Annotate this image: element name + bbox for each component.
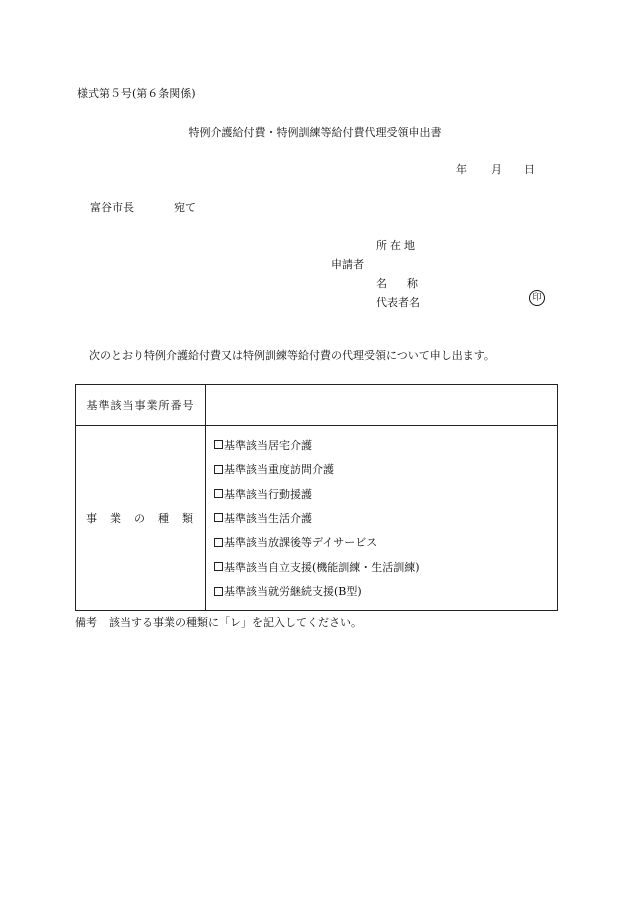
checkbox[interactable] <box>214 562 223 571</box>
checkbox[interactable] <box>214 489 223 498</box>
business-type-option[interactable] <box>214 506 557 530</box>
addressee <box>90 199 196 215</box>
office-number-row <box>76 385 558 426</box>
business-type-option-label: 基準該当行動援護 <box>224 487 312 501</box>
document-title: 特例介護給付費・特例訓練等給付費代理受領申出書 <box>188 126 442 139</box>
application-table <box>75 384 558 611</box>
date-month-label: 月 <box>491 163 502 176</box>
applicant-name-label-part2: 称 <box>407 277 418 290</box>
business-type-option[interactable] <box>214 481 557 505</box>
applicant-address-label: 所在地 <box>376 239 418 252</box>
date-year-label: 年 <box>456 163 467 176</box>
business-type-label-char: 業 <box>110 512 121 525</box>
applicant-name-label-part1: 名 <box>376 277 387 290</box>
business-type-option-label: 基準該当自立支援(機能訓練・生活訓練) <box>224 560 420 574</box>
addressee-name: 富谷市長 <box>90 201 134 214</box>
business-type-option-label: 基準該当重度訪問介護 <box>224 463 334 477</box>
business-type-option-label: 基準該当放課後等デイサービス <box>224 536 378 550</box>
remarks-text: 該当する事業の種類に「レ」を記入してください。 <box>109 616 362 629</box>
checkbox[interactable] <box>214 587 223 596</box>
business-type-option[interactable] <box>214 530 557 554</box>
applicant-name-label <box>376 275 418 291</box>
addressee-suffix: 宛て <box>174 201 196 214</box>
business-type-option[interactable] <box>214 457 557 481</box>
business-type-option-label: 基準該当生活介護 <box>224 511 312 525</box>
business-type-label-char: 種 <box>158 512 169 525</box>
checkbox[interactable] <box>214 465 223 474</box>
form-number: 様式第５号(第６条関係) <box>77 87 196 100</box>
business-type-option-label: 基準該当就労継続支援(B型) <box>224 585 362 599</box>
business-type-label-char: の <box>134 512 145 525</box>
business-type-label <box>76 510 205 526</box>
checkbox[interactable] <box>214 538 223 547</box>
office-number-field[interactable] <box>206 385 558 426</box>
office-number-label-cell <box>76 385 206 426</box>
business-type-label-char: 類 <box>182 512 193 525</box>
business-type-label-cell <box>76 426 206 611</box>
checkbox[interactable] <box>214 440 223 449</box>
statement-text: 次のとおり特例介護給付費又は特例訓練等給付費の代理受領について申し出ます。 <box>89 349 495 362</box>
business-type-option[interactable] <box>214 433 557 457</box>
office-number-label: 基準該当事業所番号 <box>86 399 195 412</box>
business-type-option[interactable] <box>214 555 557 579</box>
remarks <box>75 614 362 630</box>
business-type-option[interactable] <box>214 579 557 603</box>
seal-mark: 印 <box>529 290 545 306</box>
remarks-label: 備考 <box>75 616 97 629</box>
checkbox[interactable] <box>214 513 223 522</box>
applicant-label: 申請者 <box>331 258 364 271</box>
business-type-options <box>206 426 558 611</box>
business-type-row <box>76 426 558 611</box>
date-day-label: 日 <box>524 163 535 176</box>
business-type-option-label: 基準該当居宅介護 <box>224 438 312 452</box>
business-type-label-char: 事 <box>86 512 97 525</box>
representative-label: 代表者名 <box>376 296 420 309</box>
